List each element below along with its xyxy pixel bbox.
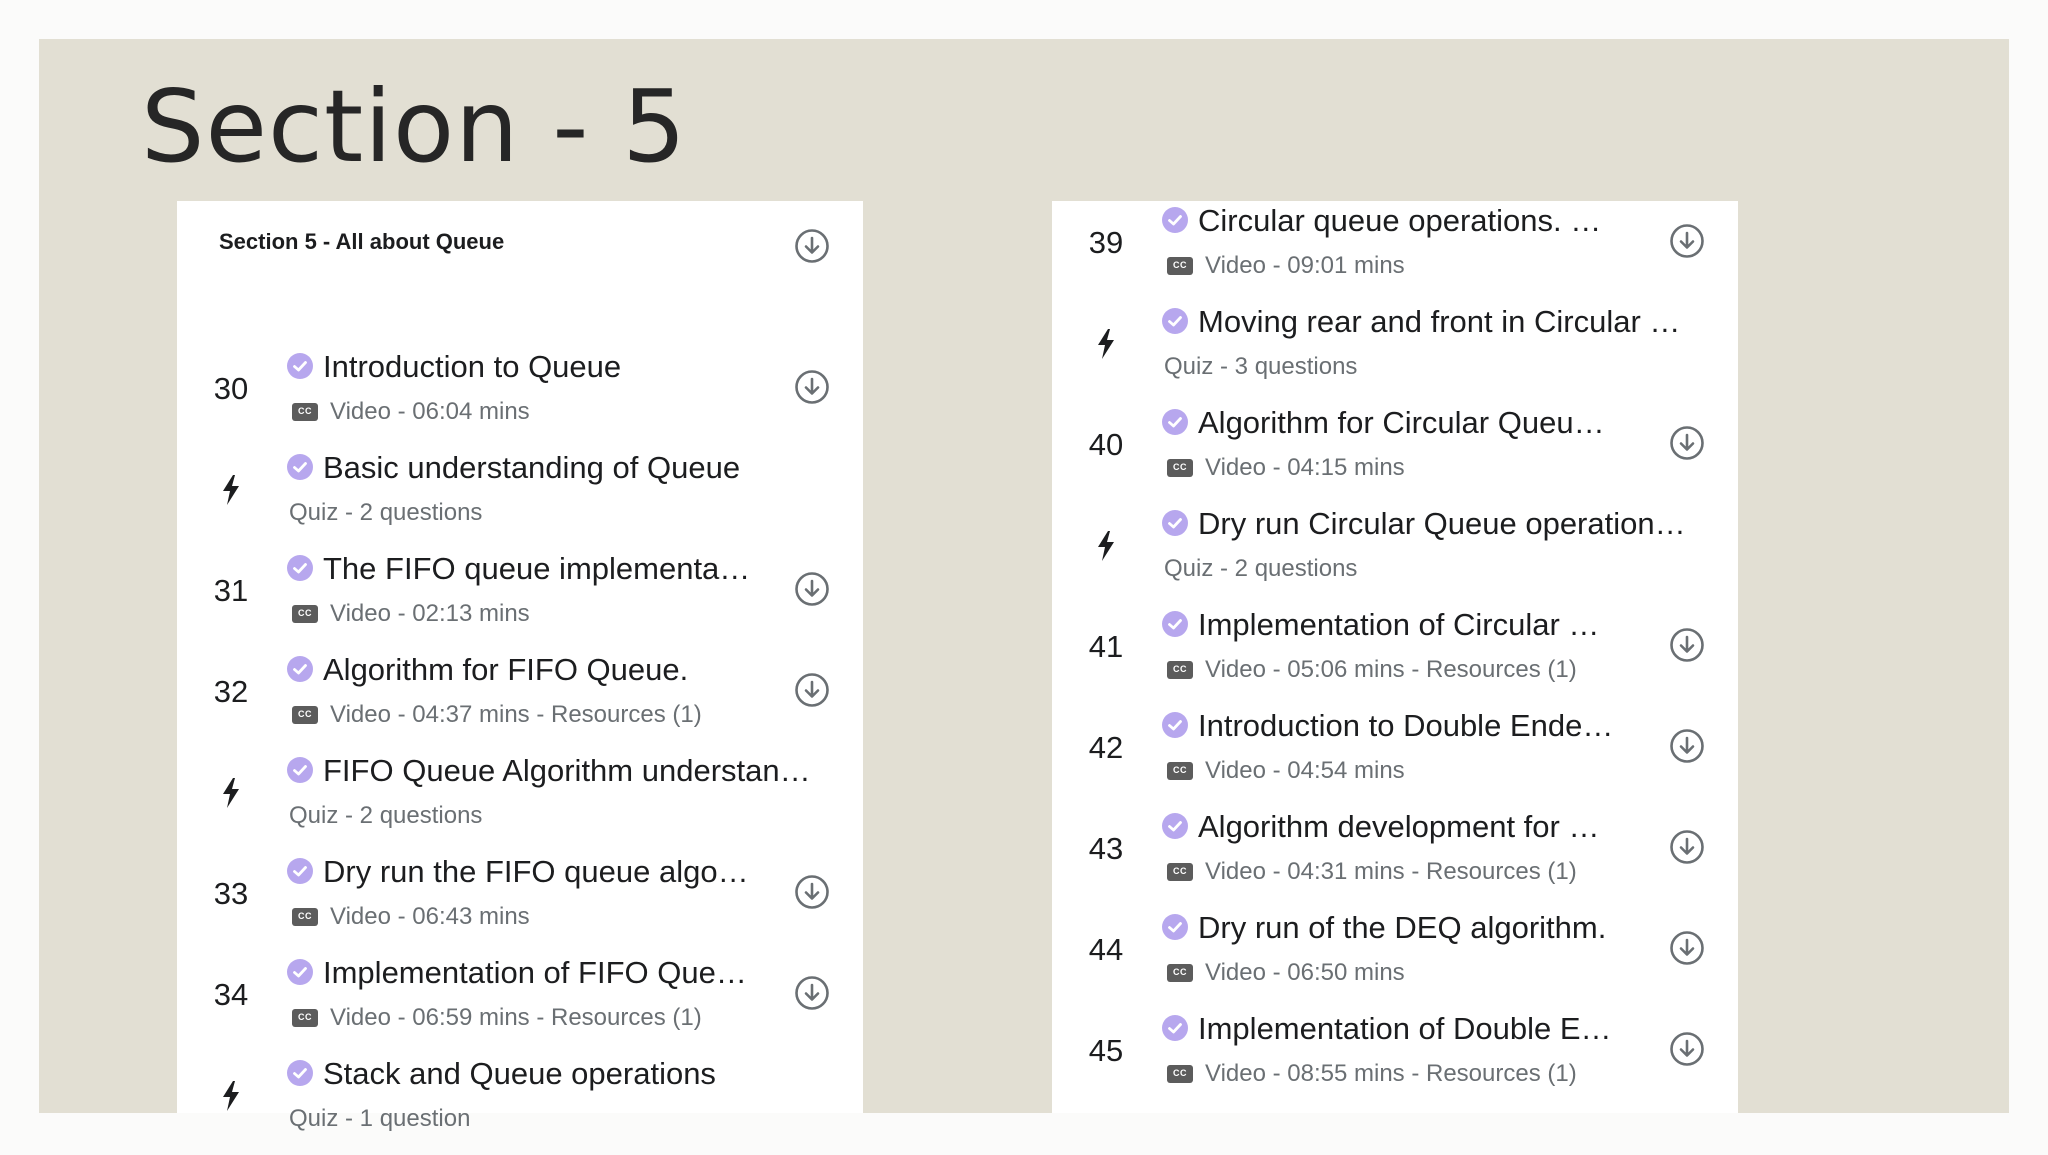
lecture-meta: Video - 04:15 mins [1205, 454, 1405, 481]
check-circle-icon[interactable] [1162, 1015, 1188, 1041]
lecture-title[interactable]: FIFO Queue Algorithm understan… [323, 753, 811, 788]
lecture-row[interactable] [177, 852, 863, 953]
lecture-row[interactable] [1052, 807, 1738, 908]
check-circle-icon[interactable] [1162, 207, 1188, 233]
download-icon[interactable] [1669, 223, 1705, 259]
lecture-number: 39 [1088, 225, 1124, 260]
lecture-meta: Video - 04:37 mins - Resources (1) [330, 701, 702, 728]
lecture-meta: Video - 09:01 mins [1205, 252, 1405, 279]
check-circle-icon[interactable] [287, 353, 313, 379]
lightning-bolt-icon [219, 1080, 243, 1112]
download-icon[interactable] [1669, 829, 1705, 865]
lecture-row[interactable] [1052, 302, 1738, 403]
check-circle-icon[interactable] [1162, 308, 1188, 334]
lecture-number: 44 [1088, 932, 1124, 967]
closed-captions-icon: CC [1167, 661, 1193, 679]
lecture-title[interactable]: Introduction to Double Ende… [1198, 708, 1614, 743]
closed-captions-icon: CC [292, 1009, 318, 1027]
lecture-row[interactable] [177, 751, 863, 852]
closed-captions-icon: CC [1167, 964, 1193, 982]
download-icon[interactable] [794, 571, 830, 607]
closed-captions-icon: CC [1167, 459, 1193, 477]
slide [39, 39, 2009, 1132]
closed-captions-icon: CC [292, 605, 318, 623]
lecture-title[interactable]: Stack and Queue operations [323, 1056, 716, 1091]
lecture-row[interactable] [1052, 403, 1738, 504]
lecture-row[interactable] [177, 650, 863, 751]
closed-captions-icon: CC [292, 403, 318, 421]
lecture-row[interactable] [177, 549, 863, 650]
lecture-title[interactable]: Dry run the FIFO queue algo… [323, 854, 749, 889]
quiz-meta: Quiz - 2 questions [1164, 555, 1358, 582]
lecture-title[interactable]: Dry run Circular Queue operation… [1198, 506, 1686, 541]
lecture-meta: Video - 06:43 mins [330, 903, 530, 930]
lecture-title[interactable]: Circular queue operations. … [1198, 203, 1602, 238]
download-icon[interactable] [794, 369, 830, 405]
lecture-row[interactable] [1052, 706, 1738, 807]
lecture-meta: Video - 08:55 mins - Resources (1) [1205, 1060, 1577, 1087]
curriculum-panel-right [1052, 201, 1738, 1113]
lecture-row[interactable] [177, 1054, 863, 1155]
lecture-title[interactable]: Dry run of the DEQ algorithm. [1198, 910, 1607, 945]
download-icon[interactable] [794, 874, 830, 910]
lecture-row[interactable] [1052, 201, 1738, 302]
lecture-number: 33 [213, 876, 249, 911]
lecture-row[interactable] [1052, 605, 1738, 706]
lecture-number: 42 [1088, 730, 1124, 765]
download-icon[interactable] [1669, 728, 1705, 764]
check-circle-icon[interactable] [287, 1060, 313, 1086]
check-circle-icon[interactable] [1162, 813, 1188, 839]
lecture-meta: Video - 05:06 mins - Resources (1) [1205, 656, 1577, 683]
lecture-number: 30 [213, 371, 249, 406]
lecture-meta: Video - 04:31 mins - Resources (1) [1205, 858, 1577, 885]
check-circle-icon[interactable] [287, 454, 313, 480]
check-circle-icon[interactable] [287, 555, 313, 581]
check-circle-icon[interactable] [287, 757, 313, 783]
lecture-meta: Video - 02:13 mins [330, 600, 530, 627]
lecture-title[interactable]: The FIFO queue implementa… [323, 551, 751, 586]
curriculum-panel-left [177, 201, 863, 1132]
download-icon[interactable] [1669, 425, 1705, 461]
download-icon[interactable] [794, 228, 830, 264]
lecture-row[interactable] [1052, 1009, 1738, 1110]
check-circle-icon[interactable] [1162, 611, 1188, 637]
closed-captions-icon: CC [292, 706, 318, 724]
section-title: Section 5 - All about Queue [219, 229, 505, 254]
closed-captions-icon: CC [1167, 762, 1193, 780]
lecture-number: 40 [1088, 427, 1124, 462]
lecture-number: 45 [1088, 1033, 1124, 1068]
closed-captions-icon: CC [292, 908, 318, 926]
lightning-bolt-icon [1094, 530, 1118, 562]
download-icon[interactable] [1669, 627, 1705, 663]
lecture-meta: Video - 06:04 mins [330, 398, 530, 425]
quiz-meta: Quiz - 2 questions [289, 802, 483, 829]
lecture-title[interactable]: Algorithm development for … [1198, 809, 1600, 844]
lecture-title[interactable]: Moving rear and front in Circular … [1198, 304, 1681, 339]
lecture-meta: Video - 06:59 mins - Resources (1) [330, 1004, 702, 1031]
slide-title: Section - 5 [141, 68, 687, 185]
lecture-title[interactable]: Implementation of FIFO Que… [323, 955, 747, 990]
check-circle-icon[interactable] [1162, 914, 1188, 940]
lecture-row[interactable] [177, 347, 863, 448]
check-circle-icon[interactable] [287, 959, 313, 985]
quiz-meta: Quiz - 1 question [289, 1105, 471, 1132]
quiz-meta: Quiz - 3 questions [1164, 353, 1358, 380]
lecture-number: 31 [213, 573, 249, 608]
lecture-number: 34 [213, 977, 249, 1012]
download-icon[interactable] [794, 672, 830, 708]
check-circle-icon[interactable] [1162, 510, 1188, 536]
lecture-title[interactable]: Implementation of Circular … [1198, 607, 1600, 642]
lecture-title[interactable]: Introduction to Queue [323, 349, 622, 384]
lecture-row[interactable] [177, 448, 863, 549]
check-circle-icon[interactable] [1162, 712, 1188, 738]
lecture-number: 43 [1088, 831, 1124, 866]
lightning-bolt-icon [1094, 328, 1118, 360]
lecture-row[interactable] [1052, 908, 1738, 1009]
lecture-meta: Video - 04:54 mins [1205, 757, 1405, 784]
lecture-meta: Video - 06:50 mins [1205, 959, 1405, 986]
lightning-bolt-icon [219, 474, 243, 506]
lecture-title[interactable]: Implementation of Double E… [1198, 1011, 1612, 1046]
closed-captions-icon: CC [1167, 863, 1193, 881]
lecture-number: 32 [213, 674, 249, 709]
lecture-title[interactable]: Algorithm for FIFO Queue. [323, 652, 689, 687]
check-circle-icon[interactable] [287, 858, 313, 884]
download-icon[interactable] [794, 975, 830, 1011]
lecture-title[interactable]: Algorithm for Circular Queu… [1198, 405, 1605, 440]
lecture-row[interactable] [177, 953, 863, 1054]
lightning-bolt-icon [219, 777, 243, 809]
lecture-row[interactable] [1052, 504, 1738, 605]
closed-captions-icon: CC [1167, 257, 1193, 275]
check-circle-icon[interactable] [1162, 409, 1188, 435]
download-icon[interactable] [1669, 1031, 1705, 1067]
closed-captions-icon: CC [1167, 1065, 1193, 1083]
download-icon[interactable] [1669, 930, 1705, 966]
section-header[interactable] [177, 201, 863, 291]
lecture-number: 41 [1088, 629, 1124, 664]
quiz-meta: Quiz - 2 questions [289, 499, 483, 526]
lecture-title[interactable]: Basic understanding of Queue [323, 450, 741, 485]
check-circle-icon[interactable] [287, 656, 313, 682]
